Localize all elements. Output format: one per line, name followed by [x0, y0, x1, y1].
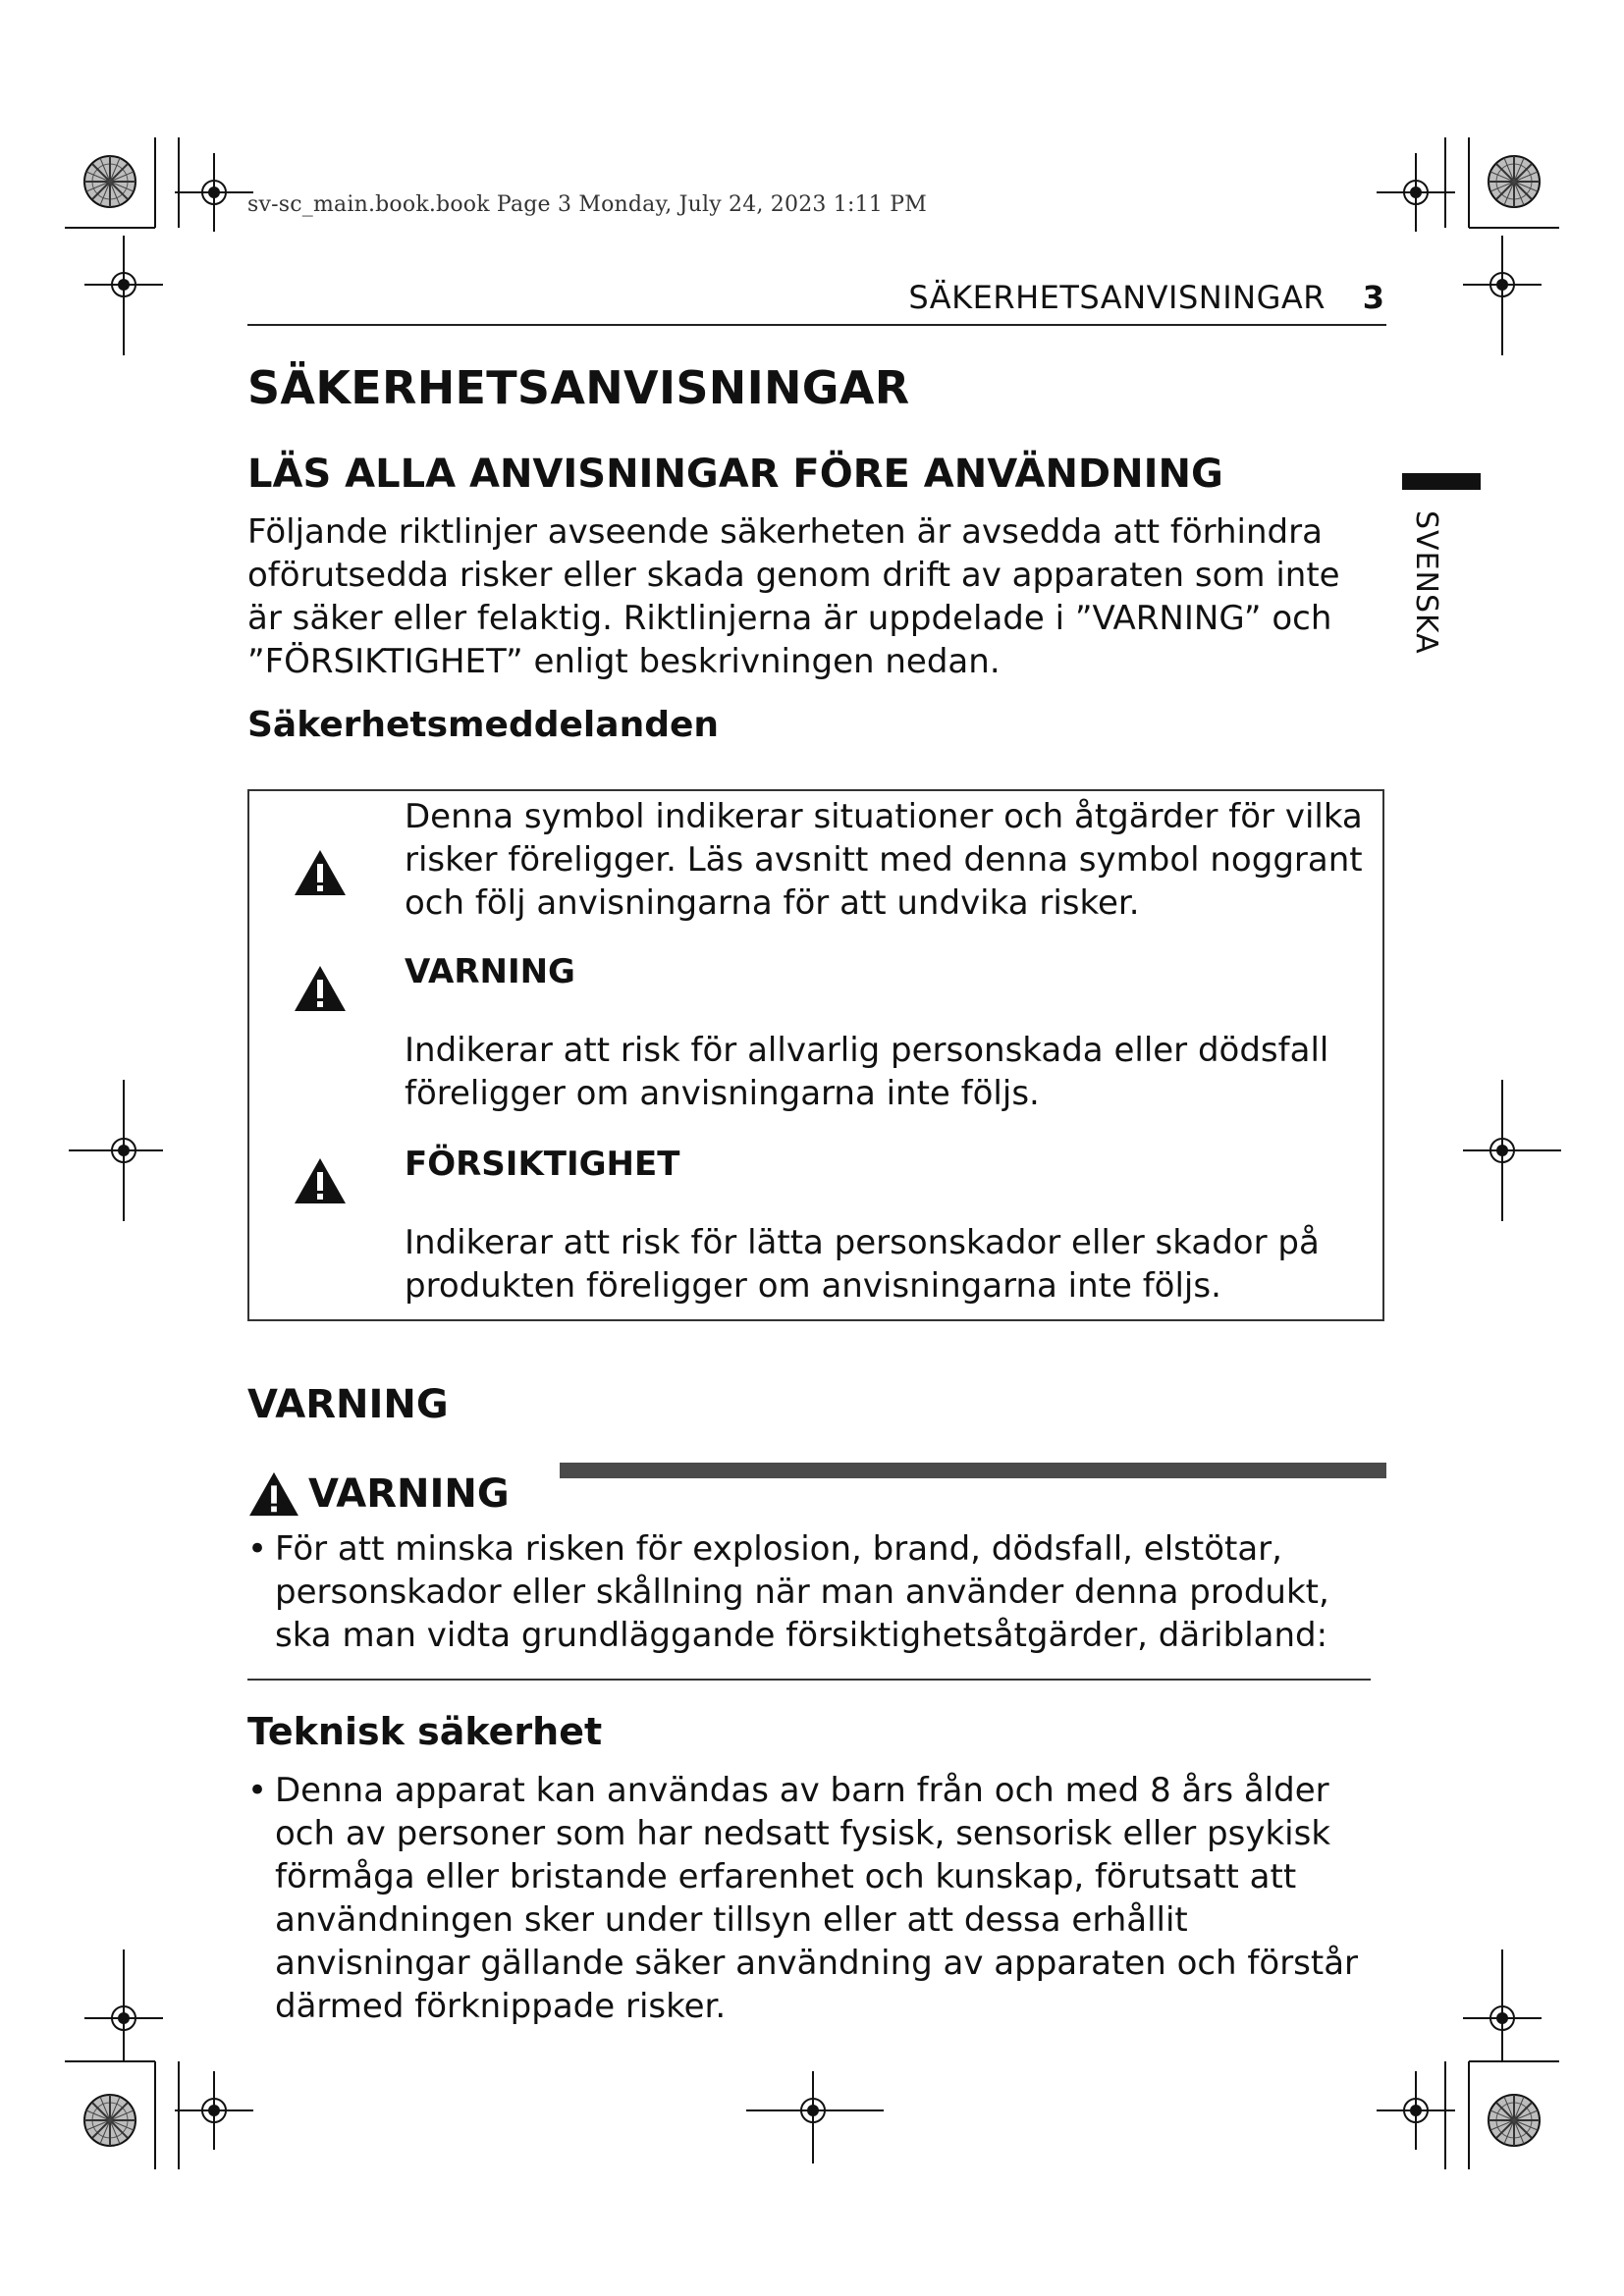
running-title: SÄKERHETSANVISNINGAR [908, 279, 1326, 316]
running-header [247, 275, 1386, 326]
messages-heading: Säkerhetsmeddelanden [247, 705, 720, 745]
caution-description: Indikerar att risk för lätta personskador eller skador på produkten föreligger om anvisningarna inte följs. [405, 1223, 1320, 1306]
page-title: SÄKERHETSANVISNINGAR [247, 361, 910, 414]
warning-bullet-text: För att minska risken för explosion, brand, dödsfall, elstötar, personskador eller skållning när man använder denna produkt, ska man vidta grundläggande försiktighetsåtgärder, däribland: [275, 1529, 1329, 1655]
technical-safety-heading: Teknisk säkerhet [247, 1710, 603, 1753]
warning-label: VARNING [405, 952, 575, 991]
safety-messages-box [247, 789, 1384, 1321]
warning-section-heading: VARNING [247, 1382, 449, 1427]
bullet: • [247, 1529, 268, 1569]
caution-triangle-icon [293, 1156, 348, 1205]
warning-triangle-icon [293, 964, 348, 1013]
symbol-description: Denna symbol indikerar situationer och åtgärder för vilka risker föreligger. Läs avsnitt med denna symbol noggrant och följ anvisningarna för att undvika risker. [405, 797, 1363, 923]
language-tab-label: SVENSKA [1409, 510, 1443, 655]
warning-triangle-icon [293, 848, 348, 897]
warning-bar [560, 1463, 1386, 1478]
warning-triangle-icon [247, 1470, 300, 1518]
bullet: • [247, 1771, 268, 1810]
language-tab-marker [1402, 473, 1481, 490]
page-number: 3 [1362, 279, 1384, 316]
section-subtitle: LÄS ALLA ANVISNINGAR FÖRE ANVÄNDNING [247, 452, 1223, 497]
warning-banner-label [247, 1470, 510, 1518]
warning-bullet-item [247, 1527, 1386, 1657]
warning-description: Indikerar att risk för allvarlig personskada eller dödsfall föreligger om anvisningarna inte följs. [405, 1031, 1329, 1113]
warning-banner-text: VARNING [308, 1471, 510, 1517]
technical-bullet-text: Denna apparat kan användas av barn från och med 8 års ålder och av personer som har nedsatt fysisk, sensorisk eller psykisk förmåga eller bristande erfarenhet och kunskap, förutsatt att användningen sker under tillsyn eller att dessa erhållit anvisningar gällande säker användning av apparaten och förstår därmed förknippade risker. [275, 1771, 1359, 2026]
intro-paragraph: Följande riktlinjer avseende säkerheten är avsedda att förhindra oförutsedda risker eller skada genom drift av apparaten som inte är säker eller felaktig. Riktlinjerna är uppdelade i ”VARNING” och ”FÖRSIKTIGHET” enligt beskrivningen nedan. [247, 512, 1340, 681]
caution-label: FÖRSIKTIGHET [405, 1145, 680, 1184]
divider [247, 1679, 1371, 1681]
technical-bullet-item [247, 1769, 1386, 2028]
print-info: sv-sc_main.book.book Page 3 Monday, July 24, 2023 1:11 PM [247, 192, 927, 217]
